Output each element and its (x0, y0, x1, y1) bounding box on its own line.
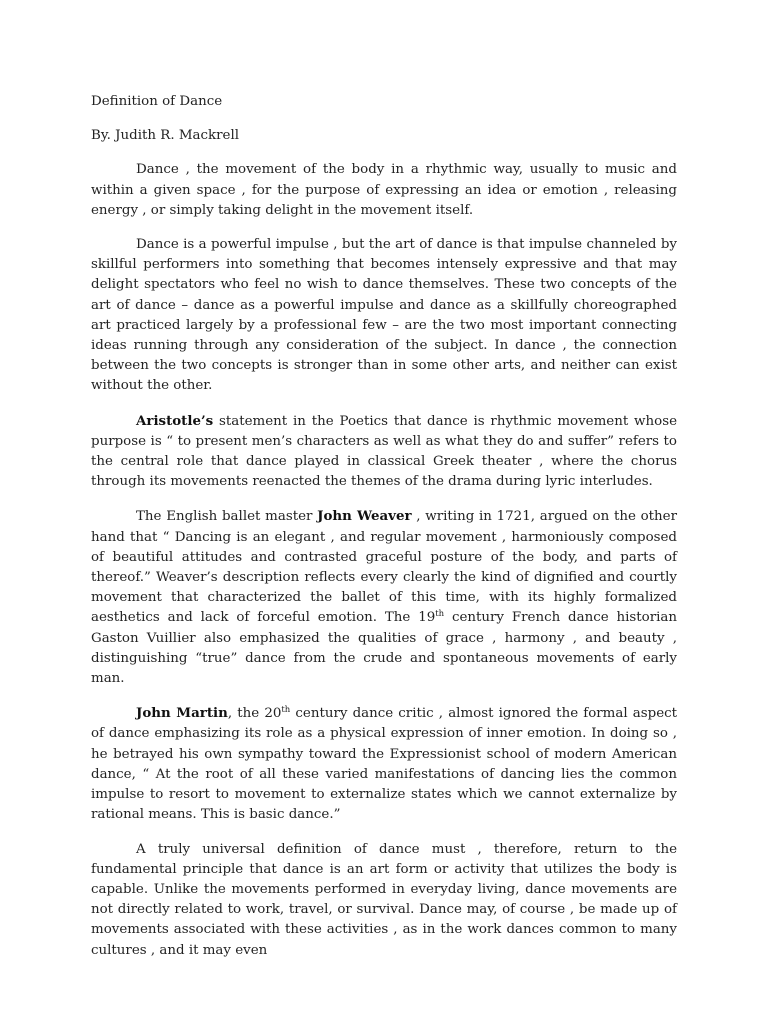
paragraph-text: century dance critic , almost ignored the formal aspect of dance emphasizing its role as a physical expression of inner emotion. In doing so , he betrayed his own sympathy toward the Expressionist school of modern American dance, “ At the root of all these varied manifestations of dancing lies the common impulse to resort to movement to externalize states which we cannot externalize by rational means. This is basic dance.” (91, 706, 678, 823)
paragraph-weaver (91, 506, 677, 689)
paragraph-aristotle (91, 411, 677, 493)
name-john-weaver: John Weaver (317, 508, 412, 525)
paragraph-text: The English ballet master (136, 509, 318, 525)
paragraph-text: statement in the Poetics that dance is rhythmic movement whose purpose is “ to present men’s characters as well as what they do and suffer” refers to the central role that dance played in classical Greek theater , where the chorus through its movements reenacted the themes of the drama during lyric interludes. (91, 413, 677, 490)
paragraph-text: Dance is a powerful impulse , but the art of dance is that impulse channeled by skillful performers into something that becomes intensely expressive and that may delight spectators who feel no wish to dance themselves. These two concepts of the art of dance – dance as a powerful impulse and dance as a skillfully choreographed art practiced largely by a professional few – are the two most important connecting ideas running through any consideration of the subject. In dance , the connection between the two concepts is stronger than in some other arts, and neither can exist without the other. (91, 237, 677, 394)
paragraph-text: century French dance historian Gaston Vuillier also emphasized the qualities of grace , harmony , and beauty , distinguishing “true” dance from the crude and spontaneous movements of early man. (91, 610, 677, 687)
paragraph-impulse (91, 235, 677, 397)
document-byline: By. Judith R. Mackrell (91, 128, 240, 144)
paragraph-definition (91, 160, 677, 221)
paragraph-text: A truly universal definition of dance must , therefore, return to the fundamental principle that dance is an art form or activity that utilizes the body is capable. Unlike the movements performed in everyday living, dance movements are not directly related to work, travel, or survival. Dance may, of course , be made up of movements associated with these activities , as in the work dances common to many cultures , and it may even (91, 841, 677, 958)
ordinal-suffix: th (435, 609, 445, 620)
document-title: Definition of Dance (91, 94, 223, 109)
paragraph-text: Dance , the movement of the body in a rhythmic way, usually to music and within a given space , for the purpose of expressing an idea or emotion , releasing energy , or simply taking delight in the movement itself. (91, 162, 677, 218)
paragraph-martin (91, 703, 677, 825)
paragraph-text: , the 20 (227, 706, 282, 722)
paragraph-text: , writing in 1721, argued on the other hand that “ Dancing is an elegant , and regular movement , harmoniously composed of beautiful attitudes and contrasted graceful posture of the body, and parts of thereof.” Weaver’s description reflects every clearly the kind of dignified and courtly movement that characterized the ballet of this time, with its highly formalized aesthetics and lack of forceful emotion. The 19 (91, 509, 677, 626)
name-john-martin: John Martin (136, 705, 228, 722)
document-page (91, 92, 677, 961)
ordinal-suffix: th (281, 705, 291, 716)
name-aristotle: Aristotle’s (136, 412, 214, 429)
paragraph-universal-definition (91, 840, 677, 961)
